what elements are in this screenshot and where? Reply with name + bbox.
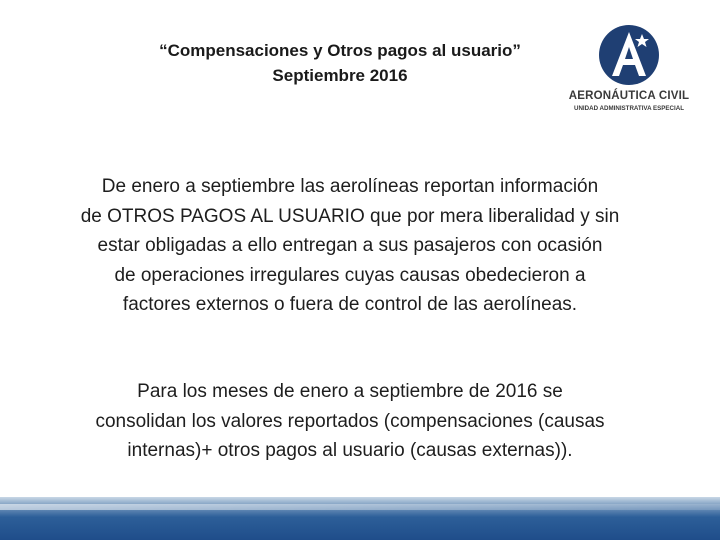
paragraph-line: Para los meses de enero a septiembre de 2016 se [137, 381, 563, 402]
paragraph-line: De enero a septiembre las aerolíneas reportan información [101, 176, 599, 197]
aeronautica-civil-logo [562, 22, 696, 118]
paragraph-line: estar obligadas a ello entregan a sus pasajeros con ocasión [97, 235, 603, 256]
aeronautica-civil-logo-icon [562, 22, 696, 92]
paragraph-line: de OTROS PAGOS AL USUARIO que por mera liberalidad y sin [80, 205, 620, 227]
logo-subtitle: UNIDAD ADMINISTRATIVA ESPECIAL [574, 105, 684, 112]
title-line-1: “Compensaciones y Otros pagos al usuario” [159, 41, 521, 60]
title-line-2: Septiembre 2016 [272, 66, 408, 85]
paragraph-consolidacion [40, 377, 660, 466]
paragraph-line: consolidan los valores reportados (compensaciones (causas [95, 410, 605, 432]
paragraph-otros-pagos [40, 172, 660, 320]
paragraph-line: de operaciones irregulares cuyas causas obedecieron a [114, 264, 586, 286]
page-title [110, 38, 570, 88]
footer-highlight [0, 504, 720, 510]
paragraph-line: internas)+ otros pagos al usuario (causas externas)). [127, 440, 573, 461]
logo-name: AERONÁUTICA CIVIL [568, 90, 690, 102]
paragraph-line: factores externos o fuera de control de las aerolíneas. [122, 294, 578, 315]
